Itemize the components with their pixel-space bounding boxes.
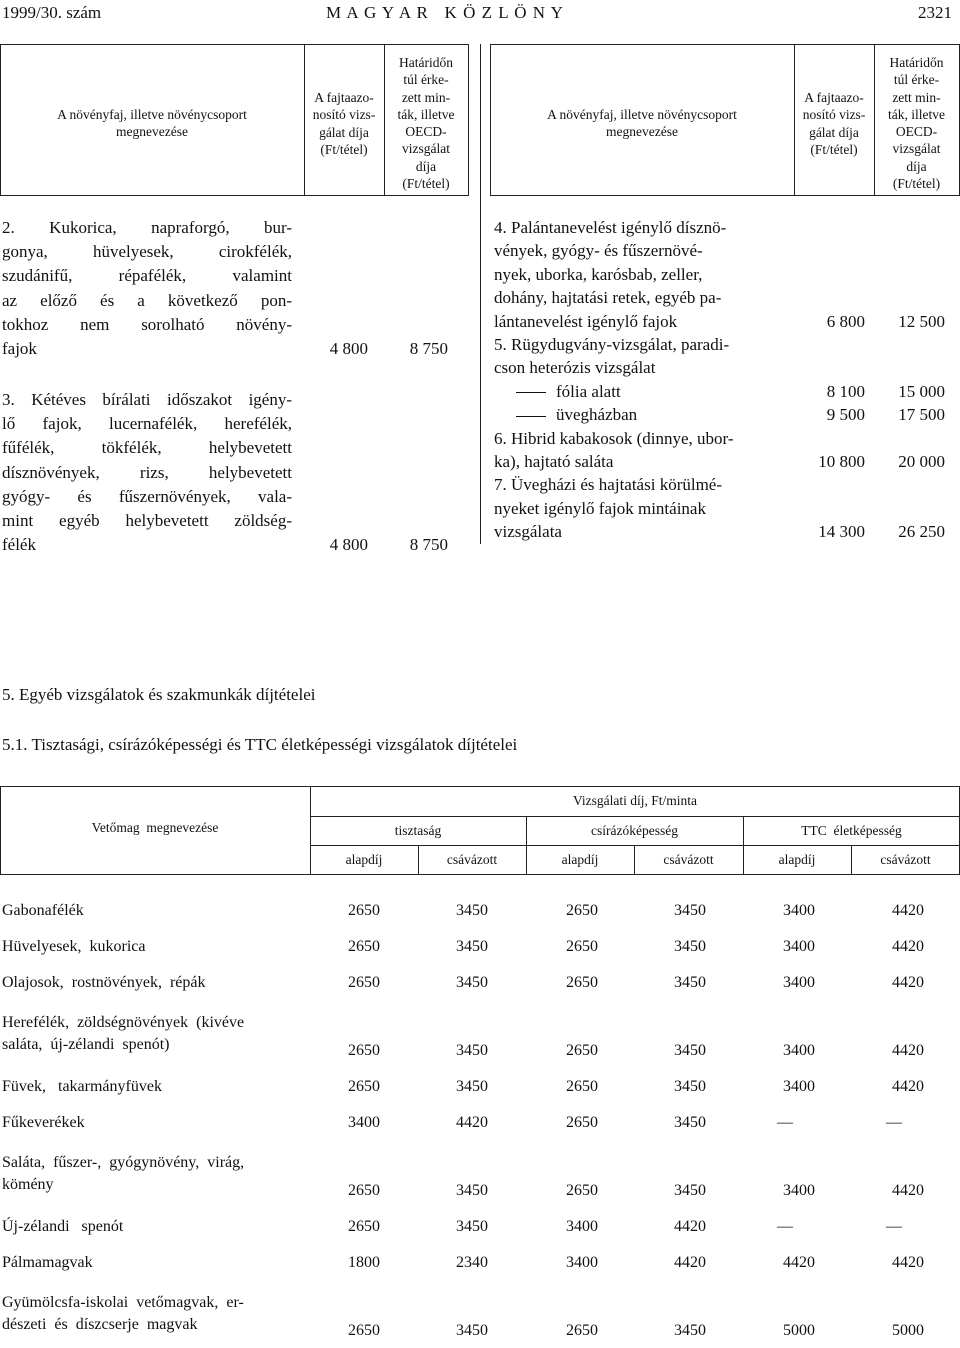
- header-treated: csávázott: [663, 852, 714, 867]
- fee-value: 5000: [783, 1322, 815, 1339]
- item-text-line: az előző és a következő pon-: [2, 290, 292, 310]
- fee-value: 4420: [783, 1254, 815, 1271]
- seed-name-line: Herefélék, zöldségnövények (kivéve: [2, 1014, 245, 1031]
- fee-value: 2650: [566, 1078, 598, 1095]
- item-text-line: [494, 263, 702, 287]
- header-fee: A fajtaazo- nosító vizs- gálat díja (Ft/tétel): [802, 90, 866, 157]
- fee-value: 4420: [892, 1078, 924, 1095]
- seed-name-line: kömény: [2, 1176, 54, 1193]
- fee-value: 3400: [783, 902, 815, 919]
- item-text: ka), hajtató saláta: [494, 452, 614, 471]
- item-text-line: [494, 497, 706, 521]
- fee-value: 2650: [566, 1322, 598, 1339]
- fee-value: 2650: [348, 902, 380, 919]
- header-base-fee: alapdíj: [345, 852, 383, 867]
- item-text: üvegházban: [556, 405, 638, 425]
- fee-value: 3400: [783, 974, 815, 991]
- item-text: fólia alatt: [556, 381, 621, 401]
- table-top-rule-left: [0, 44, 468, 45]
- item-text-line: [516, 403, 637, 427]
- header-fee-group: Vizsgálati díj, Ft/minta: [572, 793, 698, 808]
- fee-value: 3450: [456, 902, 488, 919]
- fee-value: 4420: [892, 974, 924, 991]
- center-divider: [480, 44, 481, 544]
- section-heading: 5. Egyéb vizsgálatok és szakmunkák díjtételei: [2, 685, 316, 704]
- table-top-rule-right: [490, 44, 960, 45]
- item-text-line: [494, 450, 613, 474]
- fee-value: 2650: [348, 1218, 380, 1235]
- item-text-line: fűfélék, tökfélék, helybevetett: [2, 438, 292, 458]
- item-text-line: [516, 380, 621, 404]
- fee-value: 3450: [674, 1182, 706, 1199]
- header-base-fee: alapdíj: [778, 852, 816, 867]
- fee-value: 2650: [348, 1182, 380, 1199]
- item-text-line: [494, 356, 655, 380]
- item-text-line: fajok: [2, 339, 37, 358]
- item-text: 4. Palántanevelést igénylő dísznö-: [494, 218, 727, 237]
- item-text: vények, gyógy- és fűszernövé-: [494, 241, 703, 261]
- item-text-line: [494, 239, 703, 263]
- fee-value: 3450: [674, 1042, 706, 1059]
- header-ttc-viability: TTC életképesség: [801, 823, 902, 838]
- fee-value: 2650: [348, 974, 380, 991]
- item-text-line: [494, 216, 726, 240]
- no-value-dash: —: [886, 1114, 902, 1131]
- fee-value: 3400: [783, 1078, 815, 1095]
- fee-value: 3450: [456, 938, 488, 955]
- fee-value: 3450: [674, 1114, 706, 1131]
- fee-value: 4 800: [329, 339, 368, 358]
- item-text-line: [494, 310, 677, 334]
- fee-value: 3400: [783, 1182, 815, 1199]
- item-text: dohány, hajtatási retek, egyéb pa-: [494, 288, 722, 308]
- fee-value: 2650: [566, 1182, 598, 1199]
- fee-value: 9 500: [826, 405, 865, 425]
- fee-value: 1800: [348, 1254, 380, 1271]
- late-fee-value: 15 000: [898, 381, 945, 401]
- table2-top-rule: [0, 786, 960, 787]
- fee-value: 4420: [892, 1254, 924, 1271]
- fee-value: 3400: [566, 1218, 598, 1235]
- seed-name-line: Saláta, fűszer-, gyógynövény, virág,: [2, 1154, 245, 1171]
- fee-value: 3450: [674, 1078, 706, 1095]
- item-text-line: gyógy- és fűszernövények, vala-: [2, 486, 292, 506]
- item-text-line: lő fajok, lucernafélék, herefélék,: [2, 414, 292, 434]
- fee-value: 3450: [456, 1218, 488, 1235]
- fee-value: 10 800: [818, 452, 865, 471]
- dash-marker: [516, 416, 546, 417]
- item-text-line: 3. Kétéves bírálati időszakot igény-: [2, 390, 292, 409]
- fee-value: 3450: [456, 974, 488, 991]
- fee-value: 3400: [783, 1042, 815, 1059]
- subsection-heading: 5.1. Tisztasági, csírázóképességi és TTC életképességi vizsgálatok díjtételei: [2, 735, 518, 754]
- seed-name-line: Fűkeverékek: [2, 1114, 85, 1131]
- fee-value: 3450: [456, 1042, 488, 1059]
- fee-value: 5000: [892, 1322, 924, 1339]
- no-value-dash: —: [777, 1114, 793, 1131]
- fee-value: 4420: [674, 1254, 706, 1271]
- item-text-line: tokhoz nem sorolható növény-: [2, 314, 292, 334]
- item-text: 7. Üvegházi és hajtatási körülmé-: [494, 475, 723, 495]
- seed-name-line: Olajosok, rostnövények, répák: [2, 974, 206, 991]
- item-text-line: félék: [2, 535, 36, 555]
- fee-value: 2340: [456, 1254, 488, 1271]
- item-text: 6. Hibrid kabakosok (dinnye, ubor-: [494, 428, 734, 448]
- fee-value: 3450: [674, 1322, 706, 1339]
- fee-value: 2650: [566, 938, 598, 955]
- fee-value: 3400: [783, 938, 815, 955]
- seed-name-line: Új-zélandi spenót: [2, 1218, 124, 1235]
- item-text: 5. Rügydugvány-vizsgálat, paradi-: [494, 335, 730, 354]
- item-text-line: [494, 473, 722, 497]
- fee-value: 2650: [566, 902, 598, 919]
- header-fee: A fajtaazo- nosító vizs- gálat díja (Ft/tétel): [312, 90, 376, 157]
- fee-value: 14 300: [818, 522, 865, 542]
- fee-value: 3400: [566, 1254, 598, 1271]
- header-late-fee: Határidőn túl érke- zett min- ták, illetve OECD- vizsgálat díja (Ft/tétel): [888, 55, 945, 192]
- seed-name-line: Füvek, takarmányfüvek: [2, 1078, 162, 1095]
- late-fee-value: 17 500: [898, 405, 945, 425]
- late-fee-value: 20 000: [898, 452, 945, 471]
- item-text-line: szudánifű, répafélék, valamint: [2, 266, 292, 286]
- fee-value: 3450: [456, 1322, 488, 1339]
- fee-value: 3450: [456, 1078, 488, 1095]
- item-text-line: mint egyéb helybevetett zöldség-: [2, 511, 292, 530]
- no-value-dash: —: [886, 1218, 902, 1235]
- table2-subgroup-rule: [310, 845, 960, 846]
- fee-value: 6 800: [826, 311, 865, 331]
- fee-value: 3400: [348, 1114, 380, 1131]
- seed-name-line: Hüvelyesek, kukorica: [2, 938, 146, 955]
- late-fee-value: 8 750: [409, 535, 448, 555]
- seed-name-line: Gyümölcsfa-iskolai vetőmagvak, er-: [2, 1294, 244, 1311]
- fee-value: 8 100: [826, 381, 865, 401]
- no-value-dash: —: [777, 1218, 793, 1235]
- fee-value: 4420: [456, 1114, 488, 1131]
- fee-value: 4420: [892, 1042, 924, 1059]
- item-text: lántanevelést igénylő fajok: [494, 311, 678, 331]
- header-seed-name: Vetőmag megnevezése: [91, 820, 219, 835]
- item-text-line: 2. Kukorica, napraforgó, bur-: [2, 218, 292, 237]
- item-text-line: [494, 520, 562, 544]
- item-text-line: gonya, hüvelyesek, cirokfélék,: [2, 242, 292, 262]
- item-text-line: [494, 427, 734, 451]
- header-treated: csávázott: [446, 852, 498, 867]
- header-purity: tisztaság: [394, 823, 442, 838]
- item-text-line: [494, 286, 721, 310]
- late-fee-value: 8 750: [409, 339, 448, 358]
- fee-value: 3450: [674, 938, 706, 955]
- table2-header-rule: [0, 874, 960, 875]
- item-text: nyeket igénylő fajok mintáinak: [494, 498, 706, 518]
- header-treated: csávázott: [880, 852, 931, 867]
- header-late-fee: Határidőn túl érke- zett min- ták, illetve OECD- vizsgálat díja (Ft/tétel): [397, 55, 455, 192]
- fee-value: 2650: [348, 938, 380, 955]
- header-species: A növényfaj, illetve növénycsoport megnevezése: [547, 107, 737, 140]
- fee-value: 3450: [674, 974, 706, 991]
- seed-name-line: saláta, új-zélandi spenót): [2, 1036, 170, 1053]
- fee-value: 4 800: [329, 535, 368, 555]
- table-header-rule-right: [490, 195, 960, 196]
- col-divider: [468, 44, 469, 196]
- seed-name-line: Pálmamagvak: [2, 1254, 93, 1271]
- page-number: 2321: [918, 3, 952, 22]
- late-fee-value: 26 250: [898, 522, 945, 542]
- table-header-rule-left: [0, 195, 468, 196]
- issue-number: 1999/30. szám: [2, 3, 102, 22]
- item-text: cson heterózis vizsgálat: [494, 358, 656, 378]
- fee-value: 4420: [674, 1218, 706, 1235]
- fee-value: 2650: [566, 1042, 598, 1059]
- late-fee-value: 12 500: [898, 311, 945, 331]
- fee-value: 2650: [348, 1042, 380, 1059]
- fee-value: 4420: [892, 1182, 924, 1199]
- item-text: vizsgálata: [494, 522, 562, 542]
- journal-title: M A G Y A R K Ö Z L Ö N Y: [326, 3, 564, 22]
- fee-value: 4420: [892, 938, 924, 955]
- header-species: A növényfaj, illetve növénycsoport megnevezése: [57, 107, 247, 140]
- seed-name-line: dészeti és díszcserje magvak: [2, 1316, 198, 1333]
- fee-value: 3450: [674, 902, 706, 919]
- dash-marker: [516, 392, 546, 393]
- seed-name-line: Gabonafélék: [2, 902, 84, 919]
- item-text-line: dísznövények, rizs, helybevetett: [2, 462, 292, 482]
- table2-group-rule: [310, 816, 960, 817]
- fee-value: 3450: [456, 1182, 488, 1199]
- fee-value: 2650: [566, 1114, 598, 1131]
- header-germination: csírázóképesség: [591, 823, 678, 838]
- fee-value: 4420: [892, 902, 924, 919]
- fee-value: 2650: [566, 974, 598, 991]
- item-text-line: [494, 333, 729, 357]
- fee-value: 2650: [348, 1078, 380, 1095]
- fee-value: 2650: [348, 1322, 380, 1339]
- item-text: nyek, uborka, karósbab, zeller,: [494, 264, 703, 284]
- header-base-fee: alapdíj: [561, 852, 599, 867]
